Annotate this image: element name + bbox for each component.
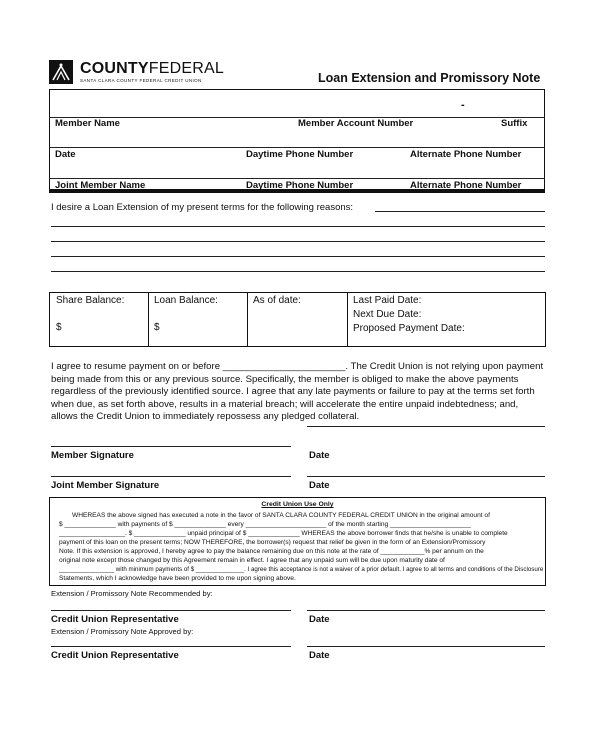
- share-balance-label: Share Balance:: [56, 295, 125, 306]
- as-of-date-label: As of date:: [253, 295, 301, 306]
- member-account-number-label: Member Account Number: [298, 118, 414, 129]
- member-signature-line[interactable]: [51, 446, 291, 447]
- agreement-line-1: I agree to resume payment on or before _______________________. The Credit Union is not relying upon payment: [51, 361, 544, 372]
- member-row-2-line[interactable]: [49, 147, 545, 148]
- cu-line-2: $ ______________ with payments of $ ______________ every ______________________ of the month starting ______________________: [59, 521, 471, 528]
- cu-line-8: Statements, which I acknowledge have been provided to me upon signing above.: [59, 575, 296, 582]
- agreement-line-3: regardless of the previously identified source. I agree that any late payments or failure to pay at the terms set forth: [51, 386, 535, 398]
- agreement-line-4: when due, as set forth above, results in a material breach; will accelerate the entire unpaid indebtedness; and,: [51, 398, 519, 410]
- member-signature-date-line[interactable]: [307, 426, 545, 427]
- reasons-line-3[interactable]: [51, 256, 545, 257]
- cu-line-3: __________________. $ ______________ unpaid principal of $ ______________ WHEREAS the above borrower finds that he/she is unable to complete: [59, 530, 508, 537]
- balance-divider-2: [247, 293, 248, 346]
- next-due-date-label: Next Due Date:: [353, 309, 422, 320]
- credit-union-logo-icon: [49, 60, 73, 84]
- cu-line-5: Note. If this extension is approved, I hereby agree to pay the balance remaining due on this note at the rate of ____________% per annum on the: [59, 548, 484, 555]
- joint-signature-date-line[interactable]: [307, 476, 545, 477]
- credit-union-logo-name: COUNTYFEDERAL: [80, 60, 224, 77]
- reasons-line-0[interactable]: [375, 211, 545, 212]
- joint-member-signature-label: Joint Member Signature: [51, 480, 160, 491]
- balance-divider-3: [347, 293, 348, 346]
- credit-union-tagline: SANTA CLARA COUNTY FEDERAL CREDIT UNION: [80, 78, 202, 83]
- reasons-intro-text: I desire a Loan Extension of my present terms for the following reasons:: [51, 202, 354, 213]
- balance-box: [49, 292, 546, 347]
- balance-divider-1: [148, 293, 149, 346]
- credit-union-use-only-title: Credit Union Use Only: [261, 501, 334, 508]
- agreement-paragraph: [51, 361, 547, 424]
- approved-rep-label: Credit Union Representative: [51, 650, 179, 661]
- alternate-phone-label: Alternate Phone Number: [410, 149, 522, 160]
- reasons-line-4[interactable]: [51, 271, 545, 272]
- joint-signature-date-label: Date: [309, 480, 330, 491]
- share-balance-field[interactable]: $: [56, 322, 62, 333]
- reasons-line-1[interactable]: [51, 226, 545, 227]
- cu-line-4: payment of this loan on the present terms; NOW THEREFORE, the borrower(s) request that relief be given in the form of an Extension/Promissory: [59, 539, 486, 546]
- cu-line-6: original note except those changed by this Agreement remain in effect. I agree that any unpaid sum will be due upon maturity date of: [59, 557, 445, 564]
- document-title: Loan Extension and Promissory Note: [318, 71, 541, 85]
- member-name-label: Member Name: [55, 118, 120, 129]
- joint-daytime-phone-label: Daytime Phone Number: [246, 180, 354, 191]
- member-row-1-line[interactable]: [49, 117, 545, 118]
- recommended-rep-label: Credit Union Representative: [51, 614, 179, 625]
- loan-balance-label: Loan Balance:: [154, 295, 218, 306]
- suffix-label: Suffix: [501, 118, 528, 129]
- member-signature-label: Member Signature: [51, 450, 134, 461]
- approved-by-label: Extension / Promissory Note Approved by:: [51, 627, 194, 636]
- joint-member-name-label: Joint Member Name: [55, 180, 146, 191]
- recommended-date-label: Date: [309, 614, 330, 625]
- date-label: Date: [55, 149, 76, 160]
- recommended-rep-line[interactable]: [51, 610, 291, 611]
- account-dash: -: [461, 99, 465, 111]
- approved-date-label: Date: [309, 650, 330, 661]
- cu-line-1: WHEREAS the above signed has executed a note in the favor of SANTA CLARA COUNTY FEDERAL CREDIT UNION in the original amount of: [72, 512, 490, 519]
- loan-balance-field[interactable]: $: [154, 322, 160, 333]
- cu-line-7: ________________ with minimum payments of $ ______________. I agree this acceptance is not a waiver of a prior default. I agree to all terms and conditions of the Disclosure: [59, 566, 544, 573]
- approved-rep-line[interactable]: [51, 646, 291, 647]
- reasons-line-2[interactable]: [51, 241, 545, 242]
- joint-signature-line[interactable]: [51, 476, 291, 477]
- recommended-by-label: Extension / Promissory Note Recommended by:: [51, 589, 213, 598]
- joint-alternate-phone-label: Alternate Phone Number: [410, 180, 522, 191]
- agreement-line-5: allows the Credit Union to immediately repossess any pledged collateral.: [51, 411, 360, 423]
- member-row-3-line[interactable]: [49, 178, 545, 179]
- agreement-line-2: being made from this or any previous source. Specifically, the member is obliged to make the above payments: [51, 373, 519, 385]
- last-paid-date-label: Last Paid Date:: [353, 295, 422, 306]
- daytime-phone-label: Daytime Phone Number: [246, 149, 354, 160]
- recommended-date-line[interactable]: [307, 610, 545, 611]
- proposed-payment-date-label: Proposed Payment Date:: [353, 323, 465, 334]
- credit-union-use-only-box: [49, 497, 546, 586]
- approved-date-line[interactable]: [307, 646, 545, 647]
- member-signature-date-label: Date: [309, 450, 330, 461]
